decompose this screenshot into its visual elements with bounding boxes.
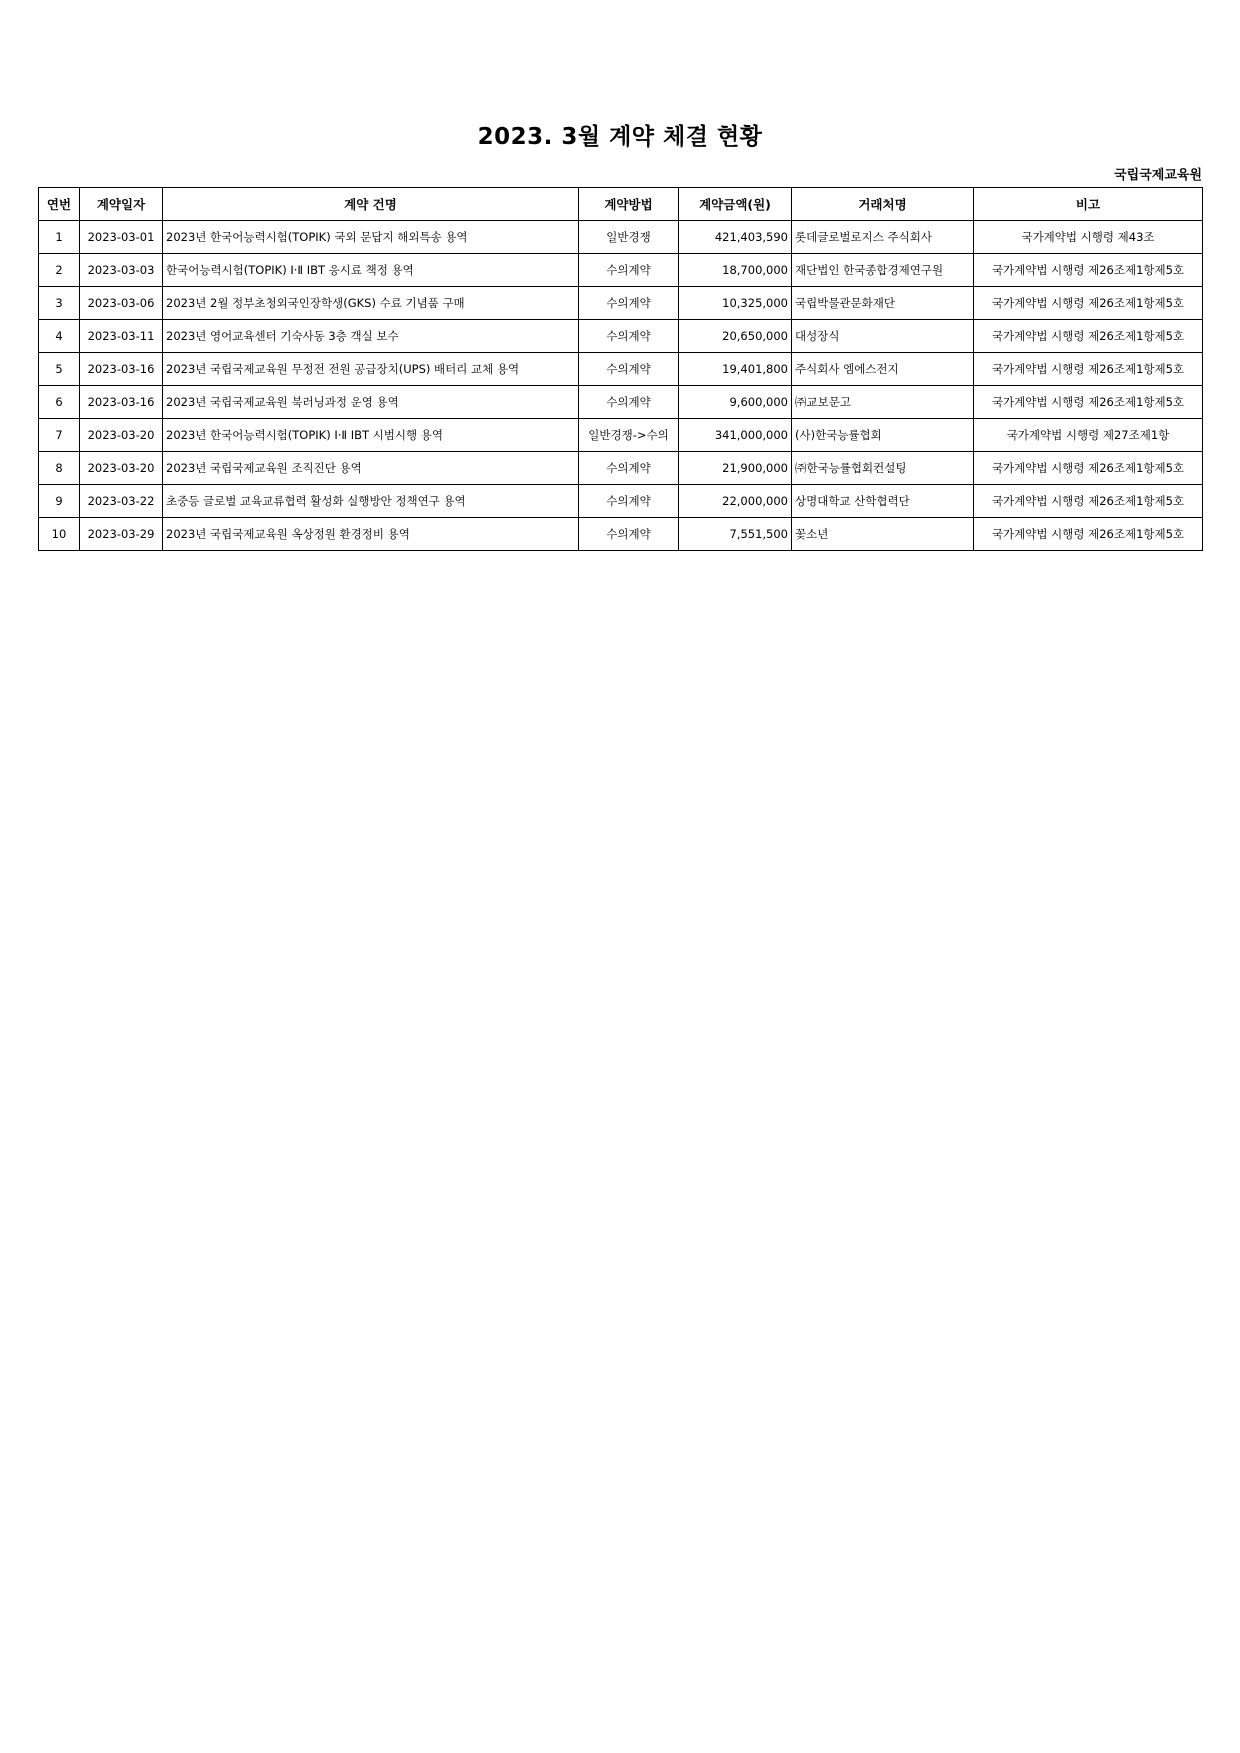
cell-method: 일반경쟁 (579, 221, 679, 254)
cell-no: 10 (39, 518, 80, 551)
cell-date: 2023-03-20 (80, 452, 163, 485)
table-row (39, 353, 1203, 386)
header-cell-vendor: 거래처명 (792, 188, 974, 221)
cell-name: 2023년 한국어능력시험(TOPIK) Ⅰ·Ⅱ IBT 시범시행 용역 (163, 419, 579, 452)
cell-vendor: 주식회사 엠에스전지 (792, 353, 974, 386)
table-row (39, 254, 1203, 287)
cell-no: 3 (39, 287, 80, 320)
cell-vendor: 상명대학교 산학협력단 (792, 485, 974, 518)
cell-vendor: 꽃소년 (792, 518, 974, 551)
cell-method: 수의계약 (579, 254, 679, 287)
table-row (39, 518, 1203, 551)
table-header (39, 188, 1203, 221)
cell-name: 한국어능력시험(TOPIK) Ⅰ·Ⅱ IBT 응시료 책정 용역 (163, 254, 579, 287)
cell-no: 4 (39, 320, 80, 353)
cell-date: 2023-03-01 (80, 221, 163, 254)
cell-date: 2023-03-16 (80, 386, 163, 419)
table-row (39, 485, 1203, 518)
cell-method: 수의계약 (579, 518, 679, 551)
cell-vendor: 재단법인 한국종합경제연구원 (792, 254, 974, 287)
cell-date: 2023-03-22 (80, 485, 163, 518)
header-cell-note: 비고 (974, 188, 1203, 221)
cell-name: 2023년 2월 정부초청외국인장학생(GKS) 수료 기념품 구매 (163, 287, 579, 320)
header-cell-amount: 계약금액(원) (679, 188, 792, 221)
cell-method: 일반경쟁->수의 (579, 419, 679, 452)
cell-amount: 341,000,000 (679, 419, 792, 452)
cell-vendor: ㈜교보문고 (792, 386, 974, 419)
cell-note: 국가계약법 시행령 제26조제1항제5호 (974, 353, 1203, 386)
table-row (39, 287, 1203, 320)
cell-method: 수의계약 (579, 485, 679, 518)
table-body (39, 221, 1203, 551)
page-title: 2023. 3월 계약 체결 현황 (477, 124, 763, 150)
cell-no: 7 (39, 419, 80, 452)
cell-note: 국가계약법 시행령 제26조제1항제5호 (974, 287, 1203, 320)
cell-vendor: 롯데글로벌로지스 주식회사 (792, 221, 974, 254)
table-row (39, 320, 1203, 353)
cell-no: 6 (39, 386, 80, 419)
cell-method: 수의계약 (579, 353, 679, 386)
cell-date: 2023-03-06 (80, 287, 163, 320)
cell-note: 국가계약법 시행령 제27조제1항 (974, 419, 1203, 452)
header-cell-name: 계약 건명 (163, 188, 579, 221)
cell-name: 2023년 국립국제교육원 북러닝과정 운영 용역 (163, 386, 579, 419)
cell-note: 국가계약법 시행령 제26조제1항제5호 (974, 386, 1203, 419)
cell-method: 수의계약 (579, 287, 679, 320)
cell-vendor: 대성장식 (792, 320, 974, 353)
cell-amount: 7,551,500 (679, 518, 792, 551)
cell-no: 8 (39, 452, 80, 485)
cell-name: 2023년 한국어능력시험(TOPIK) 국외 문답지 해외특송 용역 (163, 221, 579, 254)
cell-method: 수의계약 (579, 386, 679, 419)
cell-name: 2023년 국립국제교육원 옥상정원 환경정비 용역 (163, 518, 579, 551)
cell-date: 2023-03-20 (80, 419, 163, 452)
table-row (39, 386, 1203, 419)
cell-amount: 9,600,000 (679, 386, 792, 419)
cell-amount: 22,000,000 (679, 485, 792, 518)
cell-date: 2023-03-16 (80, 353, 163, 386)
table-row (39, 452, 1203, 485)
cell-amount: 18,700,000 (679, 254, 792, 287)
cell-name: 2023년 영어교육센터 기숙사동 3층 객실 보수 (163, 320, 579, 353)
contracts-table (38, 187, 1203, 551)
cell-vendor: ㈜한국능률협회컨설팅 (792, 452, 974, 485)
organization-name: 국립국제교육원 (1114, 168, 1202, 183)
cell-amount: 21,900,000 (679, 452, 792, 485)
header-row (39, 188, 1203, 221)
cell-no: 9 (39, 485, 80, 518)
cell-vendor: (사)한국능률협회 (792, 419, 974, 452)
cell-note: 국가계약법 시행령 제26조제1항제5호 (974, 485, 1203, 518)
cell-note: 국가계약법 시행령 제26조제1항제5호 (974, 320, 1203, 353)
cell-amount: 20,650,000 (679, 320, 792, 353)
cell-name: 초중등 글로벌 교육교류협력 활성화 실행방안 정책연구 용역 (163, 485, 579, 518)
cell-note: 국가계약법 시행령 제43조 (974, 221, 1203, 254)
header-cell-no: 연번 (39, 188, 80, 221)
header-cell-method: 계약방법 (579, 188, 679, 221)
cell-no: 5 (39, 353, 80, 386)
cell-amount: 421,403,590 (679, 221, 792, 254)
cell-note: 국가계약법 시행령 제26조제1항제5호 (974, 452, 1203, 485)
cell-date: 2023-03-29 (80, 518, 163, 551)
cell-amount: 19,401,800 (679, 353, 792, 386)
header-cell-date: 계약일자 (80, 188, 163, 221)
table-row (39, 419, 1203, 452)
cell-note: 국가계약법 시행령 제26조제1항제5호 (974, 254, 1203, 287)
cell-name: 2023년 국립국제교육원 무정전 전원 공급장치(UPS) 배터리 교체 용역 (163, 353, 579, 386)
cell-name: 2023년 국립국제교육원 조직진단 용역 (163, 452, 579, 485)
cell-note: 국가계약법 시행령 제26조제1항제5호 (974, 518, 1203, 551)
cell-date: 2023-03-03 (80, 254, 163, 287)
table-row (39, 221, 1203, 254)
cell-no: 2 (39, 254, 80, 287)
cell-no: 1 (39, 221, 80, 254)
cell-vendor: 국립박물관문화재단 (792, 287, 974, 320)
cell-method: 수의계약 (579, 452, 679, 485)
cell-date: 2023-03-11 (80, 320, 163, 353)
cell-method: 수의계약 (579, 320, 679, 353)
cell-amount: 10,325,000 (679, 287, 792, 320)
